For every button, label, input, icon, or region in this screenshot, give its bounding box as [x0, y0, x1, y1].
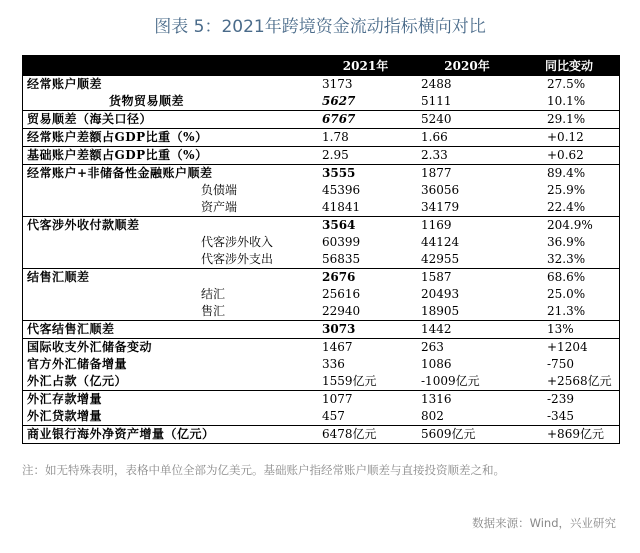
row-label: 代客涉外收付款顺差	[23, 217, 316, 235]
row-label: 外汇占款（亿元）	[27, 374, 128, 388]
value-change: 204.9%	[519, 217, 619, 235]
value-2021: 3564	[316, 217, 415, 235]
value-2021: 3555	[316, 165, 415, 183]
value-2021: 336	[322, 357, 345, 371]
value-2021: 1077	[316, 391, 415, 409]
row-label: 基础账户差额占GDP比重（%）	[23, 147, 316, 165]
value-change: 13%	[519, 321, 619, 339]
value-change: 21.3%	[547, 304, 586, 318]
value-2021: 457	[322, 409, 345, 423]
row-label: 商业银行海外净资产增量（亿元）	[23, 426, 316, 444]
row-label: 经常账户顺差	[23, 76, 316, 94]
row-label: 资产端	[201, 200, 238, 214]
value-2021: 3173	[316, 76, 415, 94]
figure-title: 图表 5：2021年跨境资金流动指标横向对比	[154, 17, 486, 37]
table-row	[23, 165, 619, 183]
value-2020: 18905	[421, 304, 460, 318]
value-2020: 802	[421, 409, 444, 423]
table-row	[23, 303, 619, 321]
value-change: 32.3%	[547, 252, 586, 266]
value-change: 29.1%	[519, 111, 619, 129]
value-change: -345	[547, 409, 574, 423]
value-2021: 3073	[316, 321, 415, 339]
row-label: 外汇贷款增量	[27, 409, 103, 423]
table-row	[23, 93, 619, 111]
value-2021: 6767	[316, 111, 415, 129]
row-label: 负债端	[201, 183, 238, 197]
row-label: 经常账户+非储备性金融账户顺差	[23, 165, 316, 183]
value-2021: 45396	[322, 183, 361, 197]
value-2021: 60399	[322, 235, 361, 249]
value-change: 27.5%	[519, 76, 619, 94]
value-change: -239	[519, 391, 619, 409]
row-label: 货物贸易顺差	[109, 94, 185, 108]
table-footnote: 注：如无特殊表明，表格中单位全部为亿美元。基础账户指经常账户顺差与直接投资顺差之和。	[22, 463, 505, 477]
value-2020: -1009亿元	[421, 374, 480, 388]
value-change: +0.62	[519, 147, 619, 165]
value-change: +1204	[519, 339, 619, 357]
table-row	[23, 408, 619, 426]
value-change: 68.6%	[519, 269, 619, 287]
value-2020: 44124	[421, 235, 460, 249]
value-2020: 1169	[415, 217, 519, 235]
row-label: 代客结售汇顺差	[23, 321, 316, 339]
value-2020: 263	[415, 339, 519, 357]
value-2020: 42955	[421, 252, 460, 266]
comparison-table	[22, 55, 620, 444]
value-2021: 25616	[322, 287, 361, 301]
value-2020: 2.33	[415, 147, 519, 165]
value-2021: 5627	[322, 94, 356, 108]
value-2020: 1316	[415, 391, 519, 409]
table-row	[23, 234, 619, 251]
table-row	[23, 199, 619, 217]
row-label: 经常账户差额占GDP比重（%）	[23, 129, 316, 147]
data-source: 数据来源：Wind，兴业研究	[472, 516, 616, 530]
header-2021: 2021年	[316, 56, 415, 76]
value-change: 25.0%	[547, 287, 586, 301]
value-2020: 5609亿元	[415, 426, 519, 444]
table-row	[23, 286, 619, 303]
table-row	[23, 426, 619, 444]
value-2021: 6478亿元	[316, 426, 415, 444]
table-row	[23, 251, 619, 269]
value-2021: 1467	[316, 339, 415, 357]
value-2020: 5240	[415, 111, 519, 129]
value-2020: 1877	[415, 165, 519, 183]
value-2020: 1587	[415, 269, 519, 287]
row-label: 外汇存款增量	[23, 391, 316, 409]
row-label: 贸易顺差（海关口径）	[23, 111, 316, 129]
value-2021: 1559亿元	[322, 374, 377, 388]
table-row	[23, 321, 619, 339]
value-change: 22.4%	[547, 200, 586, 214]
value-2021: 1.78	[316, 129, 415, 147]
value-2020: 1.66	[415, 129, 519, 147]
row-label: 结汇	[201, 287, 226, 301]
row-label: 代客涉外支出	[201, 252, 274, 266]
value-2020: 5111	[421, 94, 452, 108]
value-change: 36.9%	[547, 235, 586, 249]
header-label	[23, 56, 316, 76]
value-change: +869亿元	[519, 426, 619, 444]
value-2021: 2676	[316, 269, 415, 287]
table-row	[23, 391, 619, 409]
table-row	[23, 147, 619, 165]
value-2021: 56835	[322, 252, 361, 266]
table-row	[23, 339, 619, 357]
value-change: +2568亿元	[547, 374, 612, 388]
table-row	[23, 217, 619, 235]
table-row	[23, 129, 619, 147]
value-change: 10.1%	[547, 94, 586, 108]
row-label: 国际收支外汇储备变动	[23, 339, 316, 357]
table-row	[23, 76, 619, 94]
row-label: 官方外汇储备增量	[27, 357, 128, 371]
value-2021: 2.95	[316, 147, 415, 165]
value-change: -750	[547, 357, 574, 371]
value-change: 89.4%	[519, 165, 619, 183]
row-label: 代客涉外收入	[201, 235, 274, 249]
table-row	[23, 356, 619, 373]
value-2021: 41841	[322, 200, 361, 214]
row-label: 售汇	[201, 304, 226, 318]
value-2021: 22940	[322, 304, 361, 318]
header-change: 同比变动	[519, 56, 619, 76]
value-2020: 1086	[421, 357, 452, 371]
header-2020: 2020年	[415, 56, 519, 76]
value-change: +0.12	[519, 129, 619, 147]
value-change: 25.9%	[547, 183, 586, 197]
row-label: 结售汇顺差	[23, 269, 316, 287]
value-2020: 36056	[421, 183, 460, 197]
value-2020: 1442	[415, 321, 519, 339]
value-2020: 34179	[421, 200, 460, 214]
table-row	[23, 111, 619, 129]
value-2020: 2488	[415, 76, 519, 94]
value-2020: 20493	[421, 287, 460, 301]
table-row	[23, 373, 619, 391]
table-row	[23, 182, 619, 199]
table-header-row	[23, 56, 619, 76]
table-row	[23, 269, 619, 287]
